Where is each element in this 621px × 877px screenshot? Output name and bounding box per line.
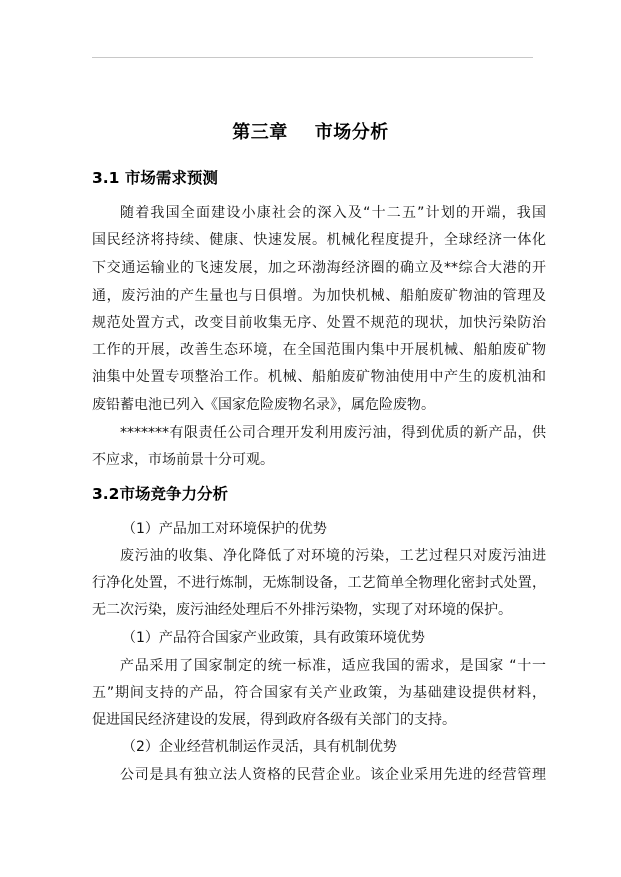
paragraph-line: 废铅蓄电池已列入《国家危险废物名录》，属危险废物。 [92, 397, 435, 413]
header-rule [92, 57, 533, 58]
paragraph-line: 废污油的收集、净化降低了对环境的污染，工艺过程只对废污油进 [120, 548, 546, 564]
paragraph-line: 油集中处置专项整治工作。机械、船舶废矿物油使用中产生的废机油和 [92, 369, 546, 385]
section-heading-3-1: 3.1 市场需求预测 [92, 169, 218, 187]
paragraph-line: 不应求，市场前景十分可观。 [92, 452, 274, 468]
paragraph-line: 通，废污油的产生量也与日俱增。为加快机械、船舶废矿物油的管理及 [92, 288, 546, 304]
paragraph-line: 下交通运输业的飞速发展，加之环渤海经济圈的确立及**综合大港的开 [92, 260, 546, 276]
paragraph-line: 产品采用了国家制定的统一标准，适应我国的需求，是国家 “十一 [120, 658, 546, 674]
paragraph-line: 公司是具有独立法人资格的民营企业。该企业采用先进的经营管理 [120, 767, 546, 783]
section-heading-3-2: 3.2市场竞争力分析 [92, 485, 228, 503]
subsection-title: （1）产品加工对环境保护的优势 [122, 521, 327, 537]
paragraph-line: *******有限责任公司合理开发利用废污油，得到优质的新产品，供 [120, 425, 546, 441]
subsection-title: （2）企业经营机制运作灵活，具有机制优势 [122, 739, 397, 755]
paragraph-line: 无二次污染，废污油经处理后不外排污染物，实现了对环境的保护。 [92, 602, 512, 618]
chapter-title: 第三章 市场分析 [232, 122, 389, 143]
paragraph-line: 规范处置方式，改变目前收集无序、处置不规范的现状，加快污染防治 [92, 315, 546, 331]
paragraph-line: 随着我国全面建设小康社会的深入及“十二五”计划的开端，我国 [120, 205, 546, 221]
subsection-title: （1）产品符合国家产业政策，具有政策环境优势 [122, 630, 425, 646]
paragraph-line: 行净化处置，不进行炼制，无炼制设备，工艺简单全物理化密封式处置， [92, 575, 546, 591]
paragraph-line: 促进国民经济建设的发展，得到政府各级有关部门的支持。 [92, 712, 456, 728]
paragraph-line: 国民经济将持续、健康、快速发展。机械化程度提升，全球经济一体化 [92, 232, 546, 248]
paragraph-line: 工作的开展，改善生态环境，在全国范围内集中开展机械、船舶废矿物 [92, 342, 546, 358]
paragraph-line: 五”期间支持的产品，符合国家有关产业政策，为基础建设提供材料， [92, 685, 546, 701]
